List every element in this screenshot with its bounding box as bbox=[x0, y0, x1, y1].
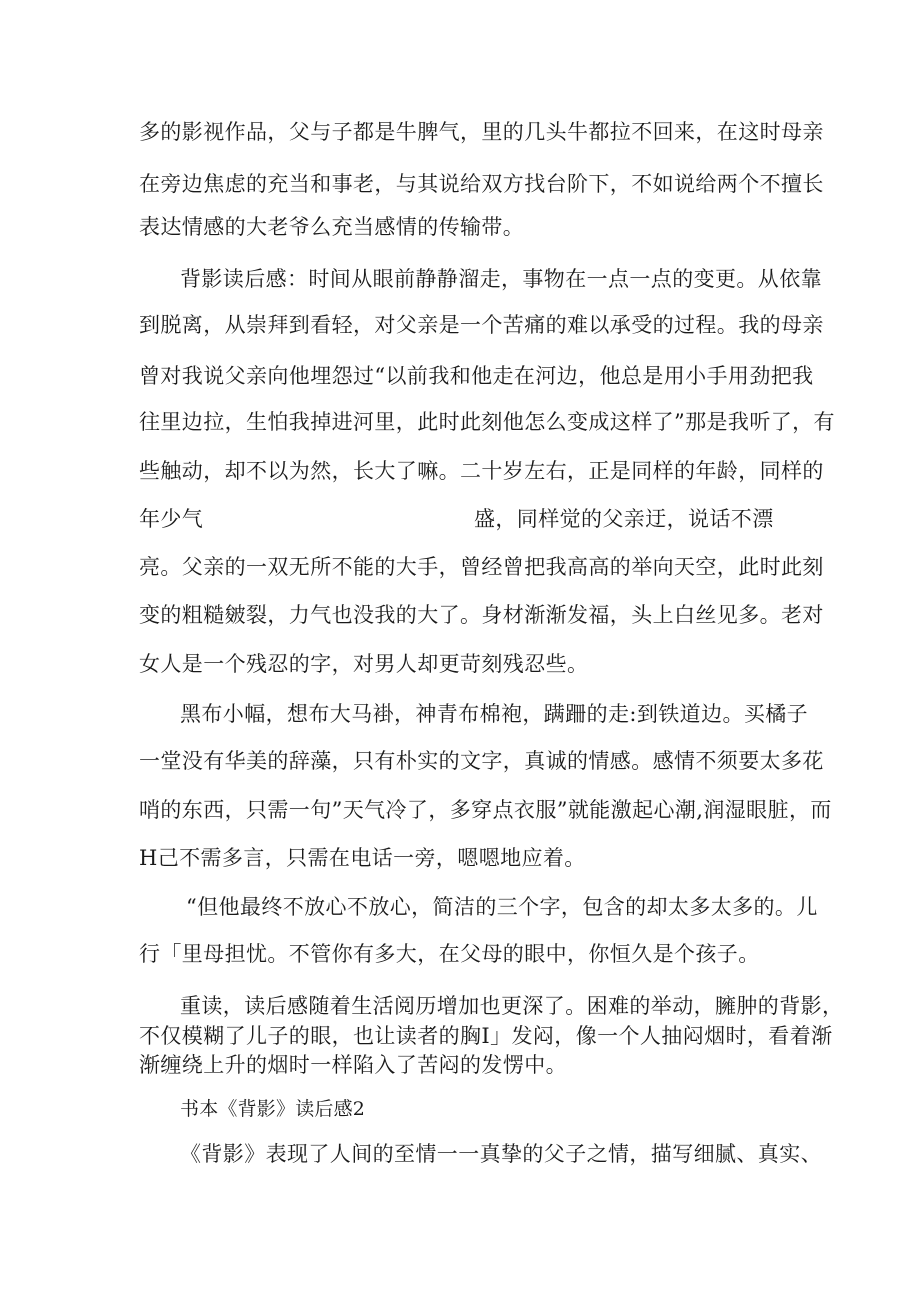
text-line: 曾对我说父亲向他埋怨过“以前我和他走在河边，他总是用小手用劲把我 bbox=[139, 364, 814, 388]
text-line: 女人是一个残忍的字，对男人却更苛刻残忍些。 bbox=[139, 652, 589, 676]
text-line: H己不需多言，只需在电话一旁，嗯嗯地应着。 bbox=[139, 846, 586, 870]
text-line: 不仅模糊了儿子的眼，也让读者的胸I」发闷，像一个人抽闷烟时，看着渐 bbox=[139, 1024, 833, 1048]
text-line-continuation: 盛，同样觉的父亲迂，说话不漂 bbox=[474, 507, 774, 531]
text-line: 多的影视作品，父与子都是牛脾气，里的几头牛都拉不回来，在这时母亲 bbox=[139, 120, 824, 144]
paragraph-start-line: 背影读后感：时间从眼前静静溜走，事物在一点一点的变更。从依靠 bbox=[180, 267, 822, 291]
paragraph-start-line: 黑布小幅，想布大马褂，神青布棉袍，蹒跚的走:到铁道边。买橘子 bbox=[180, 702, 809, 726]
text-line: 渐缠绕上升的烟时一样陷入了苦闷的发愣中。 bbox=[139, 1053, 567, 1077]
section-heading: 书本《背影》读后感2 bbox=[180, 1098, 366, 1120]
paragraph-start-line: “但他最终不放心不放心，简洁的三个字，包含的却太多太多的。儿 bbox=[186, 895, 818, 919]
text-line: 表达情感的大老爷么充当感情的传输带。 bbox=[139, 215, 525, 239]
text-line: 变的粗糙皴裂，力气也没我的大了。身材渐渐发福，头上白丝见多。老对 bbox=[139, 603, 824, 627]
text-line: 行「里母担忧。不管你有多大，在父母的眼中，你恒久是个孩子。 bbox=[139, 942, 760, 966]
paragraph-start-line: 《背影》表现了人间的至情一一真挚的父子之情，描写细腻、真实、 bbox=[180, 1142, 822, 1166]
text-line: 些触动，却不以为然，长大了嘛。二十岁左右，正是同样的年龄，同样的 bbox=[139, 459, 824, 483]
text-line: 哨的东西，只需一句”天气冷了，多穿点衣服”就能激起心潮,润湿眼脏，而 bbox=[139, 798, 832, 822]
text-line: 往里边拉，生怕我掉进河里，此时此刻他怎么变成这样了”那是我听了，有 bbox=[139, 410, 835, 434]
paragraph-start-line: 重读，读后感随着生活阅历增加也更深了。困难的举动，臃肿的背影， bbox=[180, 994, 844, 1018]
text-line: 到脱离，从崇拜到看轻，对父亲是一个苦痛的难以承受的过程。我的母亲 bbox=[139, 313, 824, 337]
text-line: 年少气 bbox=[139, 507, 204, 531]
text-line: 亮。父亲的一双无所不能的大手，曾经曾把我高高的举向天空，此时此刻 bbox=[139, 555, 824, 579]
text-line: 一堂没有华美的辞藻，只有朴实的文字，真诚的情感。感情不须要太多花 bbox=[139, 749, 824, 773]
text-line: 在旁边焦虑的充当和事老，与其说给双方找台阶下，不如说给两个不擅长 bbox=[139, 172, 824, 196]
